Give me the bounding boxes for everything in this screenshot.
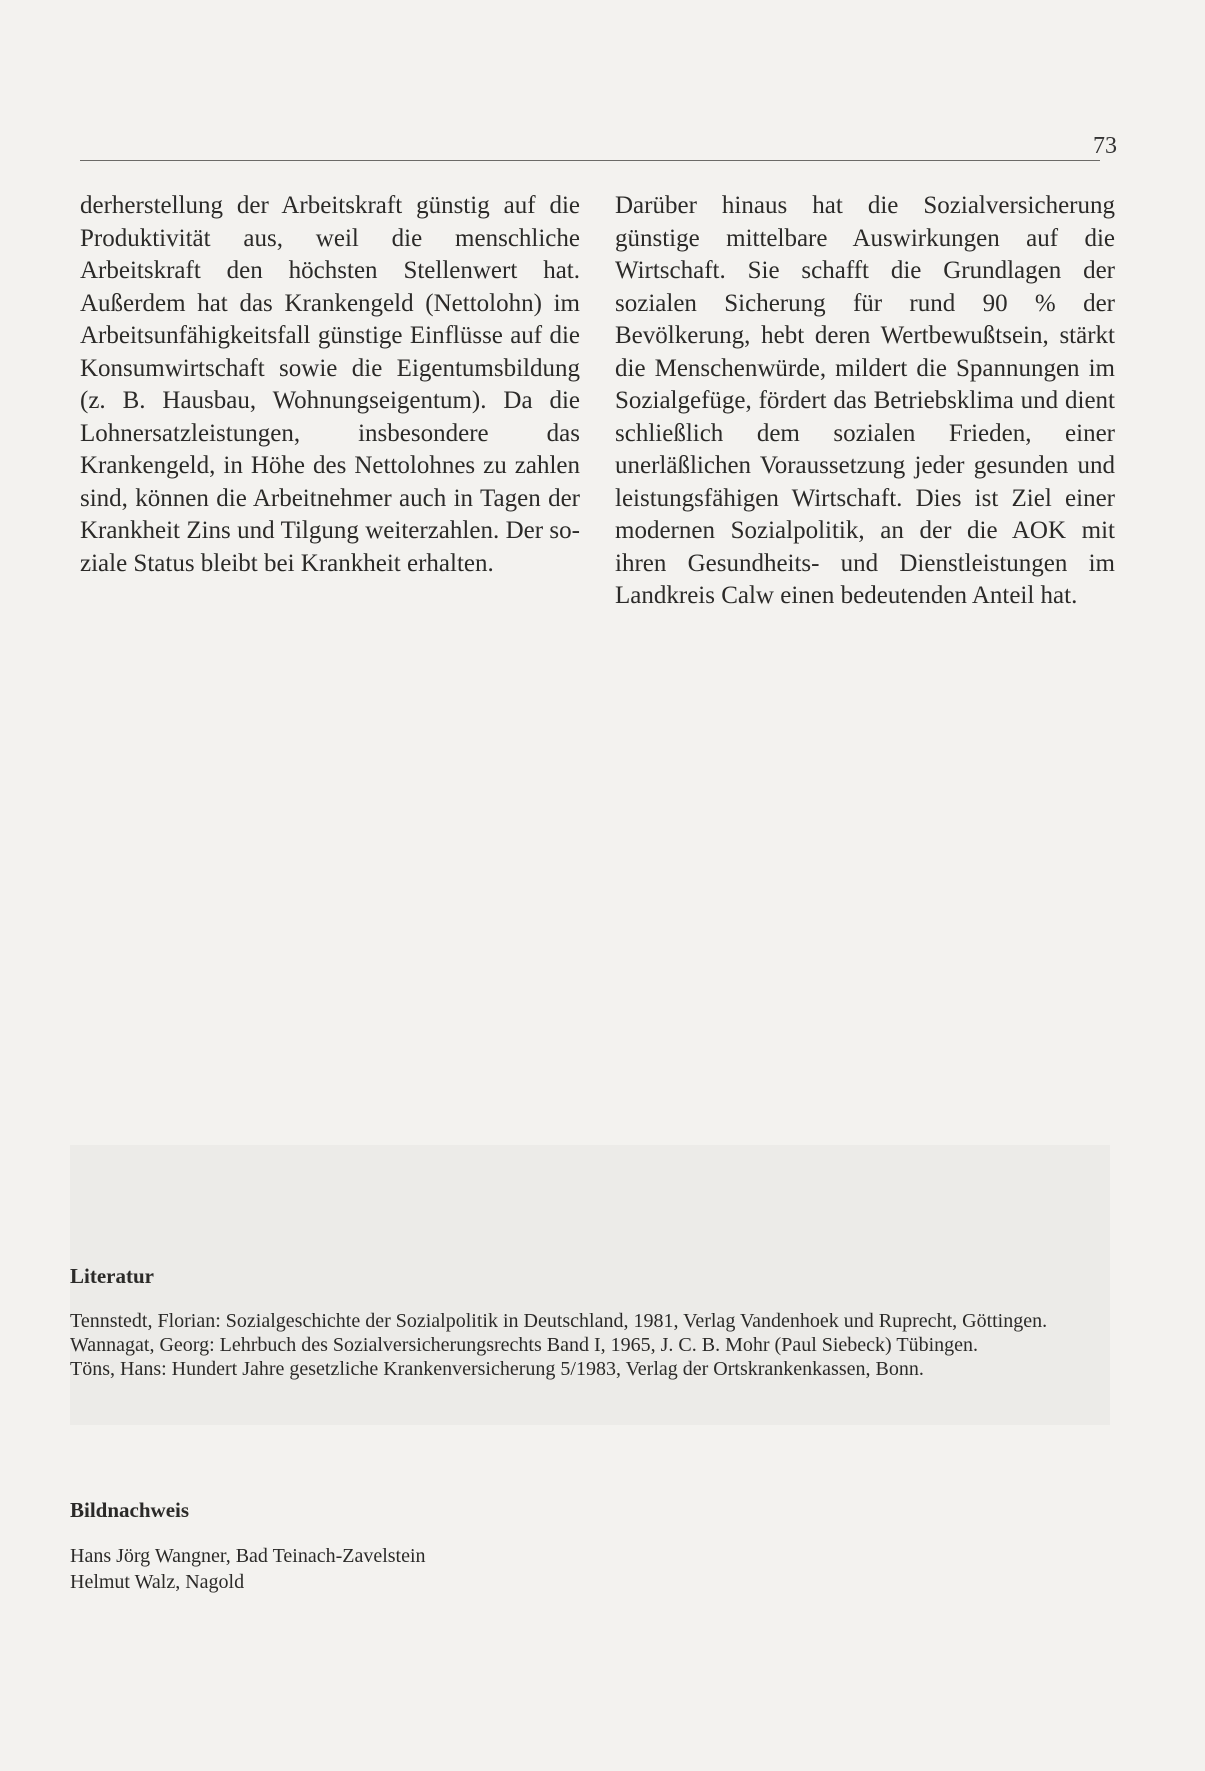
body-column-right: Darüber hinaus hat die Sozialversicherung günstige mittelbare Auswirkungen auf die Wirtschaft. Sie schafft die Grundlagen der sozialen Sicherung für rund 90 % der Bevölkerung, hebt deren Wertbewußtsein, stärkt die Menschenwürde, mildert die Spannungen im Sozialgefüge, fördert das Betriebsklima und dient schließlich dem sozialen Frieden, einer unerläßlichen Voraussetzung jeder gesunden und leistungsfähigen Wirtschaft. Dies ist Ziel einer modernen Sozialpolitik, an der die AOK mit ihren Gesundheits- und Dienstleistungen im Landkreis Calw einen bedeutenden Anteil hat. bbox=[615, 192, 1115, 609]
bildnachweis-section bbox=[70, 1498, 1110, 1595]
body-column-left: derherstellung der Arbeitskraft günstig auf die Produktivität aus, weil die menschliche Arbeitskraft den höchsten Stellenwert hat. Außerdem hat das Krankengeld (Nettolohn) im Arbeitsunfähigkeitsfall günstige Einflüsse auf die Konsumwirtschaft sowie die Eigentumsbildung (z. B. Hausbau, Wohnungseigentum). Da die Lohnersatzleistungen, insbesondere das Krankengeld, in Höhe des Nettolohnes zu zahlen sind, können die Arbeitnehmer auch in Tagen der Krankheit Zins und Tilgung weiterzahlen. Der soziale Status bleibt bei Krankheit erhalten. bbox=[80, 192, 580, 577]
literatur-section bbox=[70, 1264, 1110, 1381]
literatur-entry: Wannagat, Georg: Lehrbuch des Sozialversicherungsrechts Band I, 1965, J. C. B. Mohr (Paul Siebeck) Tübingen. bbox=[70, 1334, 979, 1356]
bildnachweis-heading: Bildnachweis bbox=[70, 1498, 190, 1522]
literatur-heading: Literatur bbox=[70, 1264, 154, 1288]
header-rule bbox=[80, 160, 1100, 161]
credit-entry: Hans Jörg Wangner, Bad Teinach-Zavelstein bbox=[70, 1545, 426, 1567]
literatur-entry: Töns, Hans: Hundert Jahre gesetzliche Krankenversicherung 5/1983, Verlag der Ortskrankenkassen, Bonn. bbox=[70, 1358, 924, 1380]
literatur-entry: Tennstedt, Florian: Sozialgeschichte der Sozialpolitik in Deutschland, 1981, Verlag Vandenhoek und Ruprecht, Göttingen. bbox=[70, 1310, 1048, 1332]
credit-entry: Helmut Walz, Nagold bbox=[70, 1571, 245, 1593]
page-number: 73 bbox=[1093, 133, 1117, 159]
